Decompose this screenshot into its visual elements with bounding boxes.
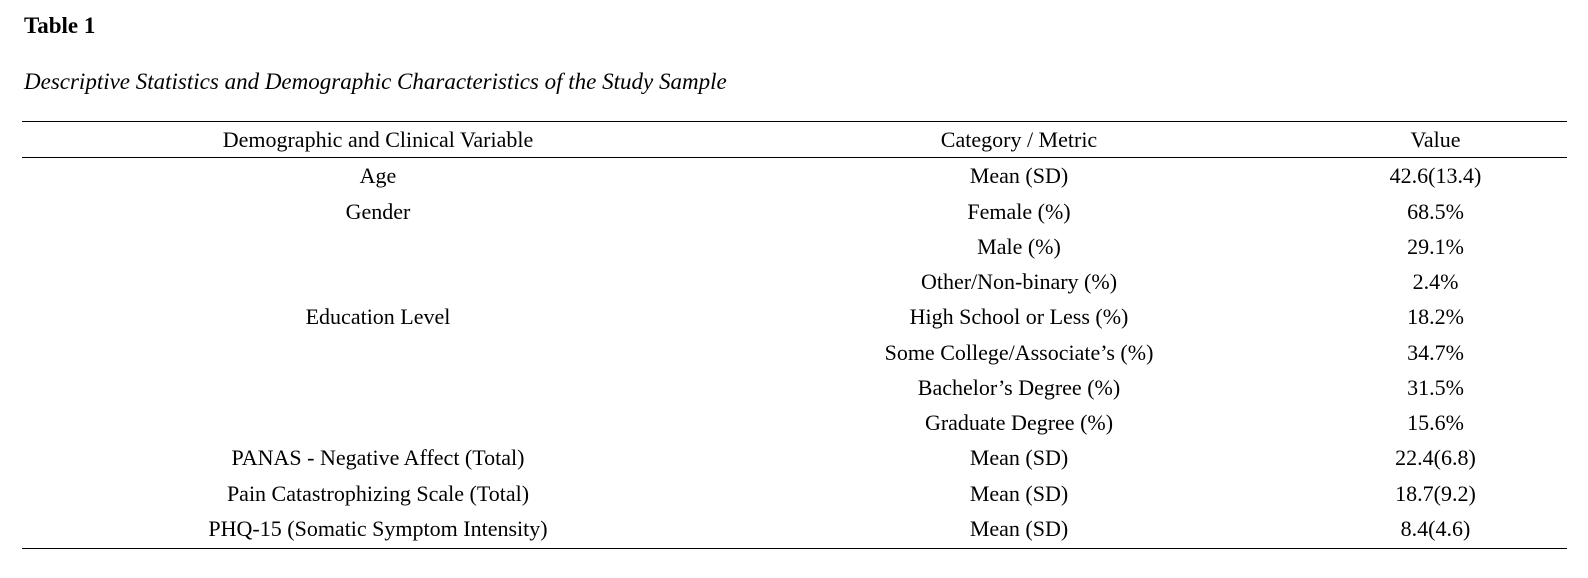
cell-value: 34.7% [1407, 339, 1464, 365]
cell-variable: Education Level [305, 304, 451, 330]
cell-variable [22, 229, 734, 264]
descriptive-statistics-table [22, 121, 1567, 549]
table-row [22, 299, 1567, 334]
cell-variable: Pain Catastrophizing Scale (Total) [226, 480, 530, 506]
column-header-variable: Demographic and Clinical Variable [22, 122, 734, 158]
cell-value: 29.1% [1407, 233, 1464, 259]
cell-category: Other/Non-binary (%) [920, 269, 1118, 295]
cell-value: 68.5% [1407, 198, 1464, 224]
cell-category: Graduate Degree (%) [924, 410, 1114, 436]
cell-value: 22.4(6.8) [1395, 445, 1476, 471]
table-row [22, 194, 1567, 229]
cell-value: 8.4(4.6) [1304, 511, 1567, 549]
cell-variable: PANAS - Negative Affect (Total) [231, 445, 525, 471]
cell-category: Mean (SD) [734, 511, 1304, 549]
cell-value: 18.7(9.2) [1395, 480, 1476, 506]
cell-variable [22, 264, 734, 299]
cell-value: 42.6(13.4) [1389, 163, 1482, 189]
table-body [22, 158, 1567, 549]
cell-category: Mean (SD) [969, 480, 1069, 506]
cell-value: 15.6% [1407, 410, 1464, 436]
table-number-label: Table 1 [24, 13, 96, 38]
cell-value: 18.2% [1407, 304, 1464, 330]
table-row [22, 476, 1567, 511]
table-row [22, 158, 1567, 194]
cell-variable [22, 405, 734, 440]
cell-value: 2.4% [1412, 269, 1459, 295]
cell-variable: Gender [345, 198, 411, 224]
cell-category: Some College/Associate’s (%) [884, 339, 1154, 365]
table-header-row [22, 122, 1567, 158]
table-row [22, 511, 1567, 549]
cell-category: Mean (SD) [969, 445, 1069, 471]
cell-variable [22, 335, 734, 370]
table-caption: Descriptive Statistics and Demographic Characteristics of the Study Sample [24, 68, 727, 94]
table-row [22, 229, 1567, 264]
table-row [22, 440, 1567, 475]
cell-value: 31.5% [1407, 374, 1464, 400]
column-header-category: Category / Metric [734, 122, 1304, 158]
cell-category: Female (%) [967, 198, 1071, 224]
cell-variable: Age [359, 163, 397, 189]
cell-category: Mean (SD) [969, 163, 1069, 189]
table-row [22, 405, 1567, 440]
table-row [22, 264, 1567, 299]
cell-category: Male (%) [977, 233, 1061, 259]
column-header-value: Value [1304, 122, 1567, 158]
cell-category: High School or Less (%) [909, 304, 1129, 330]
table-row [22, 370, 1567, 405]
table-header [22, 122, 1567, 158]
table-row [22, 335, 1567, 370]
cell-category: Bachelor’s Degree (%) [917, 374, 1121, 400]
cell-variable: PHQ-15 (Somatic Symptom Intensity) [22, 511, 734, 549]
cell-variable [22, 370, 734, 405]
